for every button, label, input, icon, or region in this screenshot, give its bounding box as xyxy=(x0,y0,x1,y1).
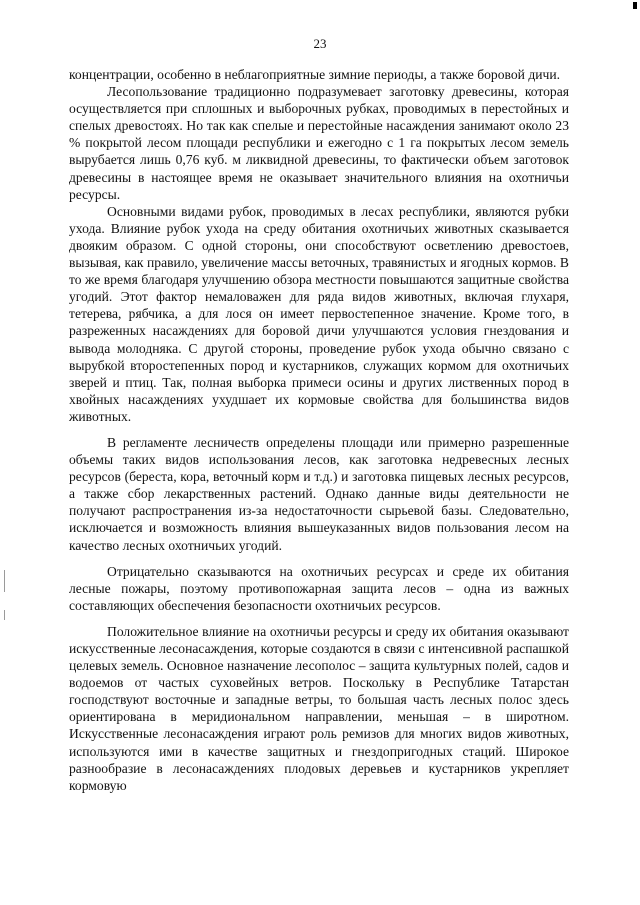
margin-tick xyxy=(4,570,5,592)
paragraph-forestry-regulations: В регламенте лесничеств определены площади или примерно разрешенные объемы таких видов использования лесов, как заготовка недревесных лесных ресурсов (береста, кора, веточный корм и т.д.) и заготовка пищевых лесных ресурсов, а также сбор лекарственных растений. Однако данные виды деятельности не получают распространения из-за недостаточности сырьевой базы. Следовательно, исключается и возможность влияния вышеуказанных видов пользования лесом на качество лесных охотничьих угодий. xyxy=(69,434,569,553)
paragraph-logging: Лесопользование традиционно подразумевает заготовку древесины, которая осуществляется при сплошных и выборочных рубках, проводимых в перестойных и спелых древостоях. Но так как спелые и перестойные насаждения занимают около 23 % покрытой лесом площади республики и ежегодно с 1 га покрытых лесом земель вырубается лишь 0,76 куб. м ликвидной древесины, то фактически объем заготовок древесины в настоящее время не оказывает значительного влияния на охотничьи ресурсы. xyxy=(69,84,569,202)
paragraph-plantations: Положительное влияние на охотничьи ресурсы и среду их обитания оказывают искусственные лесонасаждения, которые создаются в связи с интенсивной распашкой целевых земель. Основное назначение лесополос – защита культурных полей, садов и водоемов от частых суховейных ветров. Поскольку в Республике Татарстан господствуют восточные и западные ветры, то большая часть лесных полос здесь ориентирована в меридиональном направлении, меньшая – в широтном. Искусственные лесонасаждения играют роль ремизов для многих видов животных, используются ими в качестве защитных и гнездопригодных стаций. Широкое разнообразие в лесонасаждениях плодовых деревьев и кустарников укрепляет кормовую xyxy=(69,623,569,793)
scan-mark xyxy=(633,2,637,9)
paragraph-continuation: концентрации, особенно в неблагоприятные зимние периоды, а также боровой дичи. xyxy=(69,67,561,82)
paragraph-thinning: Основными видами рубок, проводимых в лесах республики, являются рубки ухода. Влияние рубок ухода на среду обитания охотничьих животных сказывается двояким образом. С одной стороны, они способствуют осветлению древостоев, вызывая, как правило, увеличение массы веточных, травянистых и ягодных кормов. В то же время благодаря улучшению обзора местности повышаются защитные свойства угодий. Этот фактор немаловажен для ряда видов животных, включая глухаря, тетерева, рябчика, а для лося он имеет первостепенное значение. Кроме того, в разреженных насаждениях для боровой дичи улучшаются условия гнездования и вывода молодняка. С другой стороны, проведение рубок ухода обычно связано с вырубкой второстепенных пород и кустарников, служащих кормом для охотничьих зверей и птиц. Так, полная выборка примеси осины и других лиственных пород в хвойных насаждениях ухудшает их кормовые свойства для большинства видов животных. xyxy=(69,203,569,424)
margin-tick xyxy=(4,610,5,620)
paragraph-forest-fires: Отрицательно сказываются на охотничьих ресурсах и среде их обитания лесные пожары, поэтому противопожарная защита лесов – одна из важных составляющих обеспечения безопасности охотничьих ресурсов. xyxy=(69,563,569,613)
document-body xyxy=(69,66,569,794)
page-number: 23 xyxy=(313,36,327,51)
